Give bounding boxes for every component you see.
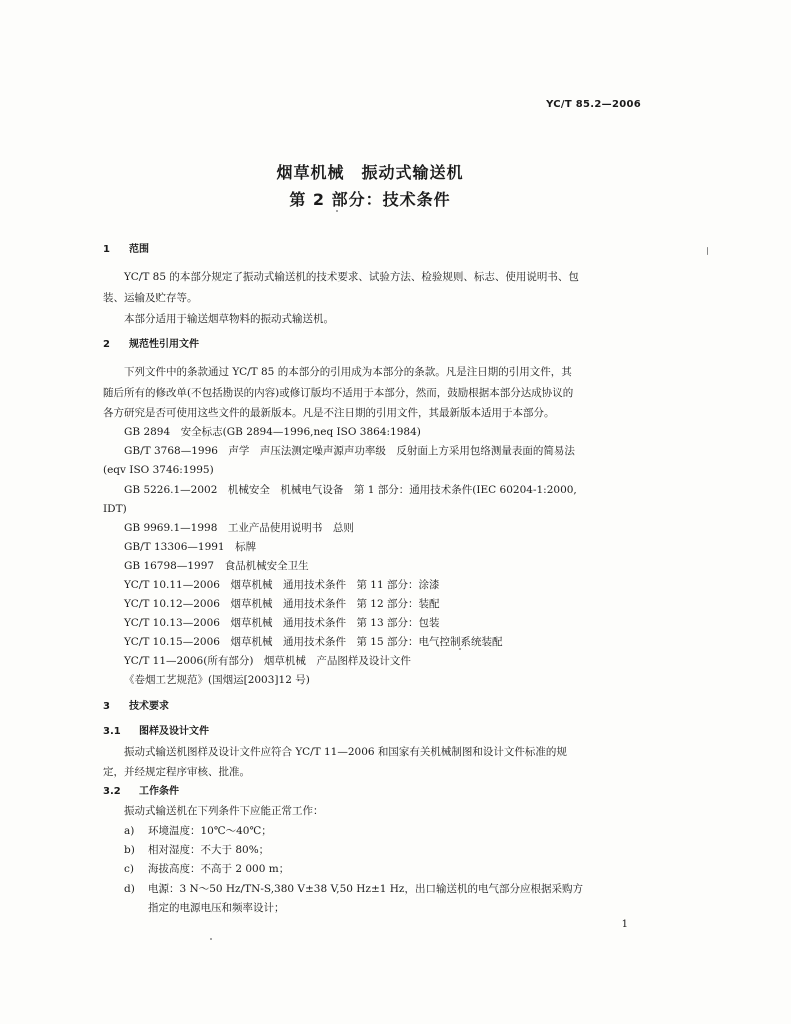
condition-item-d (124, 882, 583, 896)
section-1-heading (103, 243, 149, 257)
section-2-title: 规范性引用文件 (129, 339, 199, 350)
standard-number: YC/T 85.2—2006 (546, 99, 641, 110)
condition-item-a (124, 824, 272, 838)
document-title-line2: 第 2 部分：技术条件 (289, 190, 451, 209)
condition-item-b (124, 843, 269, 857)
reference-gbt3768: GB/T 3768—1996 声学 声压法测定噪声源声功率级 反射面上方采用包络测量表面的简易法 (124, 445, 575, 457)
document-title-line1: 烟草机械 振动式输送机 (276, 163, 464, 182)
reference-gb2894: GB 2894 安全标志(GB 2894—1996,neq ISO 3864:1984) (124, 426, 421, 438)
section-3-number: 3 (103, 701, 110, 712)
section-3-title: 技术要求 (129, 701, 169, 712)
section-3-1-number: 3.1 (103, 726, 121, 737)
section-3-2-intro: 振动式输送机在下列条件下应能正常工作： (124, 805, 324, 817)
scan-speck (210, 938, 212, 940)
section-2-heading (103, 338, 199, 352)
reference-yct10-15: YC/T 10.15—2006 烟草机械 通用技术条件 第 15 部分：电气控制系统装配 (124, 636, 503, 648)
section-3-1-paragraph-line-1: 振动式输送机图样及设计文件应符合 YC/T 11—2006 和国家有关机械制图和设计文件标准的规 (124, 746, 567, 758)
scan-speck (459, 648, 461, 650)
reference-cigarette-process-spec: 《卷烟工艺规范》(国烟运[2003]12 号) (124, 674, 310, 686)
section-3-heading (103, 700, 169, 714)
reference-yct10-11: YC/T 10.11—2006 烟草机械 通用技术条件 第 11 部分：涂漆 (124, 579, 440, 591)
section-3-1-heading (103, 725, 209, 739)
section-3-2-heading (103, 785, 179, 799)
condition-item-d-text: 电源：3 N～50 Hz/TN-S,380 V±38 V,50 Hz±1 Hz，出口输送机的电气部分应根据采购方 (148, 883, 583, 895)
section-3-1-paragraph-line-2: 定，并经规定程序审核、批准。 (103, 766, 250, 778)
scan-speck (707, 247, 708, 255)
reference-gb9969: GB 9969.1—1998 工业产品使用说明书 总则 (124, 522, 354, 534)
reference-gb5226: GB 5226.1—2002 机械安全 机械电气设备 第 1 部分：通用技术条件(IEC 60204-1:2000, (124, 484, 577, 496)
reference-yct10-12: YC/T 10.12—2006 烟草机械 通用技术条件 第 12 部分：装配 (124, 598, 440, 610)
section-2-paragraph-line-1: 下列文件中的条款通过 YC/T 85 的本部分的引用成为本部分的条款。凡是注日期的引用文件，其 (124, 366, 572, 378)
condition-item-d-continuation: 指定的电源电压和频率设计； (148, 902, 285, 914)
section-1-number: 1 (103, 244, 110, 255)
section-3-2-title: 工作条件 (139, 786, 179, 797)
section-2-number: 2 (103, 339, 110, 350)
condition-item-c-text: 海拔高度：不高于 2 000 m； (148, 863, 290, 875)
reference-gbt3768-cont: (eqv ISO 3746:1995) (103, 464, 214, 476)
condition-item-a-label: a) (124, 825, 135, 837)
section-3-1-title: 图样及设计文件 (139, 726, 209, 737)
section-2-paragraph-line-3: 各方研究是否可使用这些文件的最新版本。凡是不注日期的引用文件，其最新版本适用于本部分。 (103, 407, 555, 419)
reference-yct11: YC/T 11—2006(所有部分) 烟草机械 产品图样及设计文件 (124, 655, 411, 667)
reference-gbt13306: GB/T 13306—1991 标牌 (124, 541, 257, 553)
section-3-2-number: 3.2 (103, 786, 121, 797)
condition-item-d-label: d) (124, 883, 135, 895)
page-number: 1 (621, 919, 628, 930)
scan-speck (336, 210, 338, 212)
section-1-paragraph-1-line-2: 装、运输及贮存等。 (103, 292, 198, 304)
section-1-paragraph-2: 本部分适用于输送烟草物料的振动式输送机。 (124, 313, 334, 325)
condition-item-a-text: 环境温度：10℃～40℃； (148, 825, 272, 837)
condition-item-b-text: 相对湿度：不大于 80%； (148, 844, 270, 856)
section-1-paragraph-1-line-1: YC/T 85 的本部分规定了振动式输送机的技术要求、试验方法、检验规则、标志、使用说明书、包 (124, 271, 579, 283)
reference-yct10-13: YC/T 10.13—2006 烟草机械 通用技术条件 第 13 部分：包装 (124, 617, 440, 629)
condition-item-b-label: b) (124, 844, 135, 856)
reference-gb16798: GB 16798—1997 食品机械安全卫生 (124, 560, 309, 572)
section-2-paragraph-line-2: 随后所有的修改单(不包括勘误的内容)或修订版均不适用于本部分，然而，鼓励根据本部分达成协议的 (103, 387, 574, 399)
condition-item-c-label: c) (124, 863, 134, 875)
section-1-title: 范围 (129, 244, 149, 255)
condition-item-c (124, 862, 289, 876)
reference-gb5226-cont: IDT) (103, 503, 127, 515)
